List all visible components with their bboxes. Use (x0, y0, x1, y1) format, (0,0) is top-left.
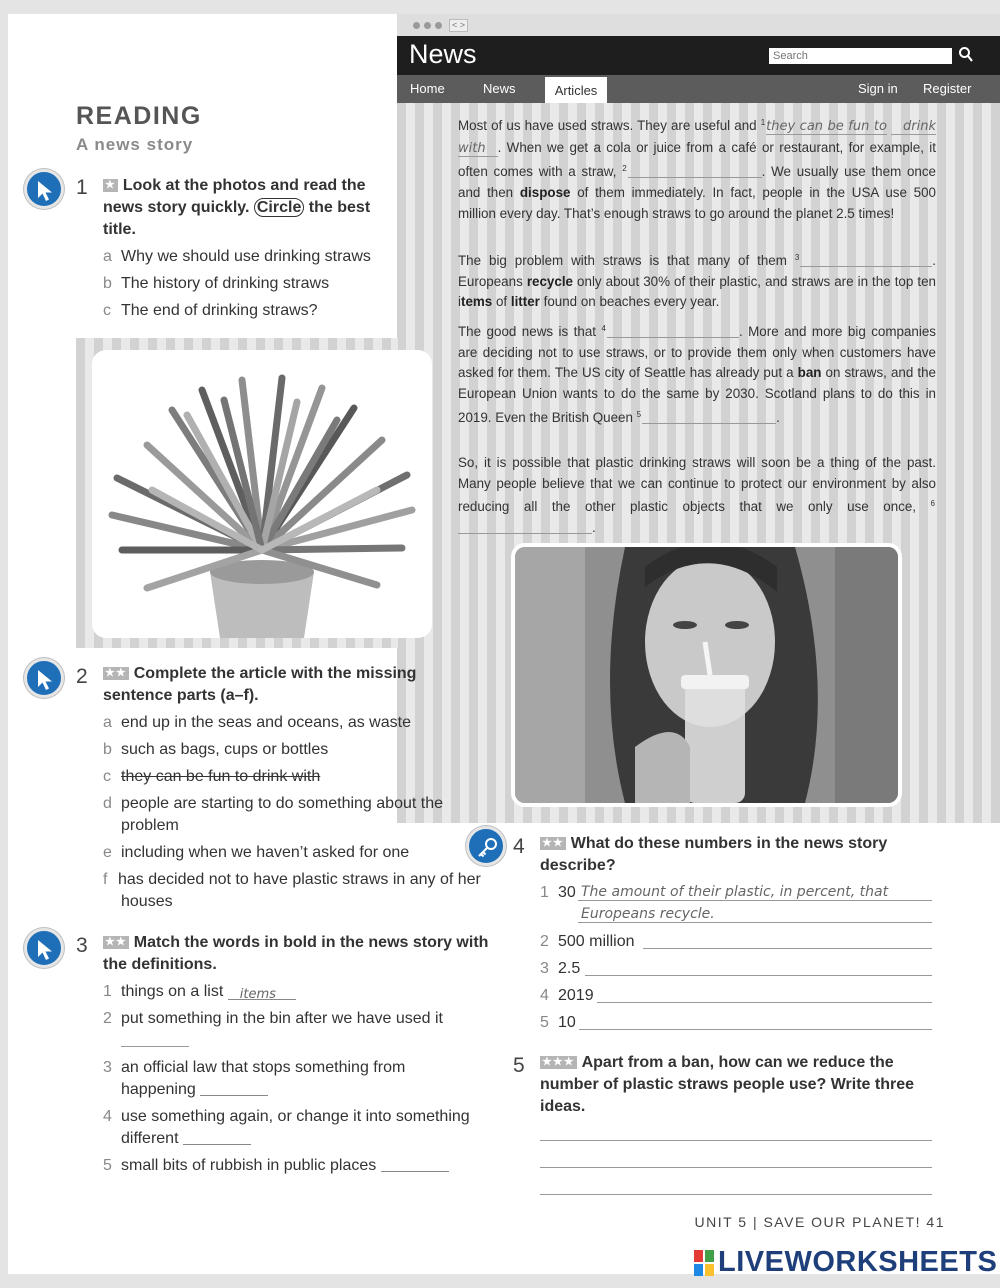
article-paragraph-2 (458, 248, 936, 313)
option-text: end up in the seas and oceans, as waste (121, 714, 411, 731)
nav-register[interactable]: Register (923, 81, 972, 96)
option-text: people are starting to do something about the (121, 795, 443, 812)
exercise-4-key-button[interactable] (466, 826, 506, 866)
difficulty-stars: ★★★ (542, 1056, 575, 1068)
exercise-4-number: 4 (513, 835, 525, 858)
gap-field[interactable] (607, 324, 739, 338)
option-letter: b (103, 275, 112, 292)
item-text: an official law that stops something from (121, 1059, 406, 1076)
option-text: problem (121, 817, 179, 834)
nav-sign-in[interactable]: Sign in (858, 81, 898, 96)
option-letter: a (103, 714, 112, 731)
answer-field[interactable] (381, 1156, 449, 1172)
difficulty-stars: ★★ (105, 667, 127, 679)
option-text: such as bags, cups or bottles (121, 741, 329, 758)
item-value: 10 (558, 1014, 576, 1031)
article-text: of (492, 294, 511, 310)
instruction-text: ideas. (540, 1098, 586, 1115)
item-text: put something in the bin after we have used it (121, 1010, 443, 1027)
article-text: . More and more big companies are deciding not to use straws, or to provide them only when customers have asked for them. The US city of Seattle has already put a (458, 324, 936, 381)
search-input[interactable] (769, 48, 952, 64)
item-number: 3 (103, 1059, 112, 1076)
item-text: different (121, 1130, 179, 1147)
item-text: things on a list (121, 983, 224, 1000)
item-value: 500 million (558, 933, 635, 950)
ex3-item-1 (103, 981, 296, 1003)
gap-number: 3 (794, 253, 800, 262)
item-text: small bits of rubbish in public places (121, 1157, 377, 1174)
instruction-text: Look at the photos and read the (122, 177, 366, 194)
article-text: . (776, 409, 780, 425)
gap-number: 4 (601, 324, 606, 333)
nav-home[interactable]: Home (410, 81, 445, 96)
article-text: . When we get a cola or juice from a café or restaurant, for example, it often comes with a straw, (458, 139, 936, 180)
gap-number: 1 (760, 118, 766, 127)
item-number: 3 (540, 960, 549, 977)
ex2-option-e (103, 842, 410, 864)
site-title: News (409, 39, 477, 69)
gap-number: 2 (622, 164, 627, 174)
news-header (397, 36, 1000, 75)
window-dot (435, 22, 442, 29)
item-text: use something again, or change it into something (121, 1108, 470, 1125)
browser-titlebar (397, 14, 1000, 36)
ex2-option-b (103, 739, 329, 761)
exercise-2-number: 2 (76, 665, 88, 688)
ex1-option-a[interactable] (103, 246, 371, 268)
gap-number: 6 (930, 499, 935, 509)
answer-field[interactable] (579, 1029, 932, 1030)
instruction-text: sentence parts (a–f). (103, 687, 259, 704)
section-title: READING (76, 102, 202, 130)
answer-field[interactable] (183, 1129, 251, 1145)
ex1-option-b[interactable] (103, 273, 329, 295)
exercise-5-number: 5 (513, 1054, 525, 1077)
exercise-3-number: 3 (76, 934, 88, 957)
article-text: So, it is possible that plastic drinking straws will soon be a thing of the past. Many people believe that we can continue to protect our environment by also reducing all the other plastic objects that we only use once, (458, 455, 936, 515)
gap-field[interactable] (628, 164, 762, 178)
exercise-4-instruction (540, 833, 940, 877)
ex4-answer-1b[interactable]: Europeans recycle. (581, 906, 715, 922)
option-text: The end of drinking straws? (121, 302, 318, 319)
exercise-1-cursor-button[interactable] (24, 169, 64, 209)
nav-articles[interactable]: Articles (545, 75, 607, 103)
ex2-option-c (103, 766, 321, 788)
answer-field[interactable] (121, 1046, 189, 1047)
ex4-item-4 (540, 985, 594, 1007)
item-number: 4 (103, 1108, 112, 1125)
gap-answer[interactable]: drink with (458, 119, 936, 156)
ex1-option-c[interactable] (103, 300, 318, 322)
nav-news[interactable]: News (483, 81, 516, 96)
window-dot (424, 22, 431, 29)
bold-word: dispose (519, 185, 571, 201)
instruction-text: the best (308, 199, 371, 216)
key-icon (476, 836, 500, 860)
search-icon[interactable] (958, 46, 974, 64)
back-forward-arrows[interactable]: < > (449, 19, 468, 32)
bold-word: recycle (526, 273, 573, 289)
option-text: The history of drinking straws (121, 275, 330, 292)
liveworksheets-brand: LIVEWORKSHEETS (718, 1246, 998, 1278)
item-number: 2 (103, 1010, 112, 1027)
option-text-crossed-out: they can be fun to drink with (121, 768, 321, 785)
difficulty-stars: ★★ (542, 837, 564, 849)
item-value: 30 (558, 884, 576, 901)
option-letter: f (103, 871, 108, 888)
instruction-text: title. (103, 221, 136, 238)
exercise-3-instruction (103, 932, 503, 976)
gap-answer[interactable]: they can be fun to (766, 119, 887, 134)
ex3-item-5 (103, 1155, 449, 1177)
option-text: houses (121, 893, 173, 910)
girl-drinking-illustration (515, 547, 898, 803)
exercise-1-instruction (103, 175, 393, 241)
answer-field[interactable] (200, 1080, 268, 1096)
ex4-item-3 (540, 958, 580, 980)
pointer-icon (35, 938, 57, 962)
pointer-icon (35, 668, 57, 692)
ex4-item-2 (540, 931, 634, 953)
ex2-option-d (103, 793, 443, 837)
page-footer: UNIT 5 | SAVE OUR PLANET! 41 (694, 1214, 945, 1230)
article-text: Most of us have used straws. They are useful and (458, 118, 761, 133)
option-text: including when we haven’t asked for one (121, 844, 410, 861)
option-letter: c (103, 302, 111, 319)
difficulty-stars: ★★ (105, 936, 127, 948)
bold-word: litter (510, 294, 540, 310)
item-number: 1 (103, 983, 112, 1000)
ex4-answer-1a[interactable]: The amount of their plastic, in percent, that (581, 884, 889, 900)
exercise-2-instruction (103, 663, 493, 707)
item-number: 5 (540, 1014, 549, 1031)
article-text: The big problem with straws is that many of them (458, 253, 795, 268)
gap-field[interactable] (800, 253, 932, 267)
item-number: 2 (540, 933, 549, 950)
item-value: 2019 (558, 987, 594, 1004)
ex3-item-4 (103, 1106, 470, 1150)
exercise-3-cursor-button[interactable] (24, 928, 64, 968)
ex2-option-f (103, 869, 481, 913)
option-letter: b (103, 741, 112, 758)
exercise-5-instruction (540, 1052, 940, 1118)
girl-drinking-photo (511, 543, 902, 807)
ex3-item-2 (103, 1008, 443, 1030)
answer-field[interactable] (540, 1140, 932, 1141)
instruction-text: Match the words in bold in the news story with (133, 934, 489, 951)
option-text: Why we should use drinking straws (121, 248, 371, 265)
answer-field[interactable] (540, 1167, 932, 1168)
answer-field[interactable] (597, 1002, 932, 1003)
article-text: only about 30% of their plastic, and straws are in the top ten i (458, 273, 936, 310)
item-number: 1 (540, 884, 549, 901)
exercise-1-number: 1 (76, 176, 88, 199)
answer-line (578, 900, 932, 901)
article-text: on straws, and the European Union wants to do the same by 2030. Scotland plans to do this in 2019. Even the British Queen (458, 365, 936, 425)
answer-field[interactable] (540, 1194, 932, 1195)
item-number: 4 (540, 987, 549, 1004)
instruction-text: What do these numbers in the news story (570, 835, 888, 852)
article-paragraph-1 (458, 113, 936, 225)
instruction-text: news story quickly. (103, 199, 250, 216)
answer-field[interactable] (585, 975, 932, 976)
site-nav (397, 75, 1000, 103)
article-text: found on beaches every year. (539, 294, 720, 310)
pointer-icon (35, 179, 57, 203)
straws-photo (92, 350, 432, 638)
straws-illustration (92, 350, 432, 638)
article-text: . Europeans (458, 253, 936, 289)
item-value: 2.5 (558, 960, 581, 977)
section-subtitle: A news story (76, 135, 194, 154)
instruction-text: the definitions. (103, 956, 217, 973)
instruction-text: describe? (540, 857, 616, 874)
answer-line (578, 922, 932, 923)
ex2-option-a (103, 712, 411, 734)
ex3-item-3 (103, 1057, 406, 1101)
article-paragraph-3 (458, 319, 936, 429)
bold-word: ban (797, 365, 822, 381)
exercise-2-cursor-button[interactable] (24, 658, 64, 698)
article-text: . (592, 520, 596, 536)
instruction-text: number of plastic straws people use? Write three (540, 1076, 915, 1093)
gap-field[interactable] (458, 520, 592, 534)
liveworksheets-logo-icon (694, 1250, 714, 1276)
answer-field[interactable] (643, 948, 932, 949)
option-letter: e (103, 844, 112, 861)
item-text: happening (121, 1081, 196, 1098)
option-letter: d (103, 795, 112, 812)
difficulty-stars: ★ (105, 179, 116, 191)
article-text: of them immediately. In fact, people in the USA use 500 million every day. That’s enough straws to go around the planet 2.5 times! (458, 185, 936, 221)
circled-word: Circle (254, 198, 304, 217)
option-letter: a (103, 248, 112, 265)
ex4-item-5 (540, 1012, 576, 1034)
bold-word: tems (460, 294, 493, 310)
item-number: 5 (103, 1157, 112, 1174)
answer-field[interactable]: items (228, 984, 296, 1000)
ex4-item-1 (540, 882, 576, 904)
gap-number: 5 (636, 409, 642, 419)
article-text: The good news is that (458, 324, 602, 339)
instruction-text: Complete the article with the missing (133, 665, 417, 682)
option-text: has decided not to have plastic straws in any of her (118, 871, 481, 888)
article-text: . We usually use them once and then (458, 164, 937, 201)
option-letter: c (103, 768, 111, 785)
article-paragraph-4 (458, 453, 936, 539)
window-dot (413, 22, 420, 29)
gap-field[interactable] (642, 410, 776, 424)
instruction-text: Apart from a ban, how can we reduce the (581, 1054, 894, 1071)
